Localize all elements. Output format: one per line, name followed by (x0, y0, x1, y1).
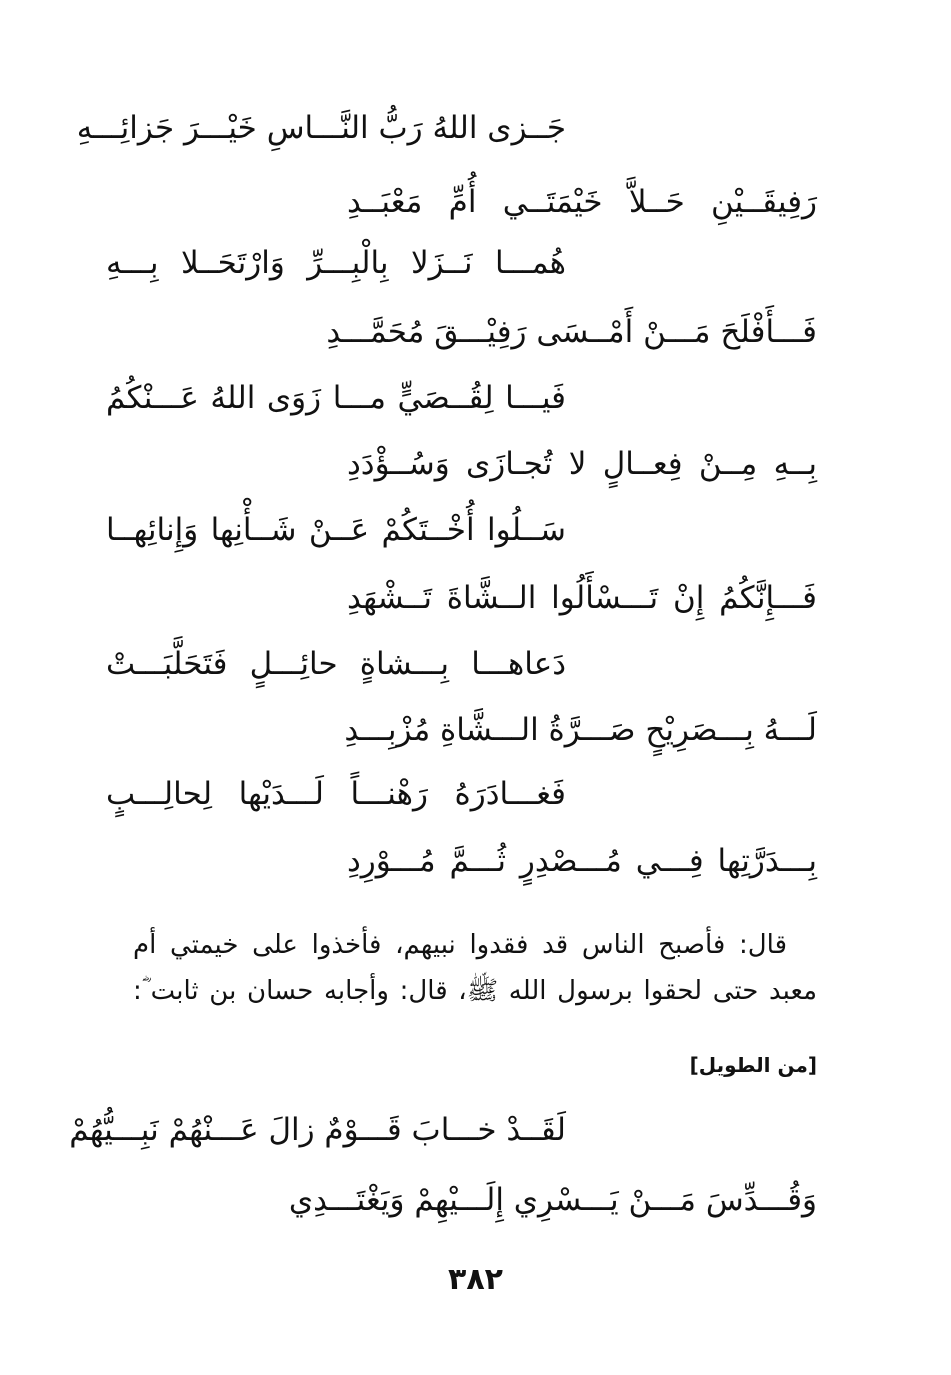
verse-line: جَــزى اللهُ رَبُّ النَّـــاسِ خَيْـــرَ جَزائِـــهِ (76, 110, 566, 146)
verse-line: هُمـــا نَــزَلا بِالْبِـــرِّ وَارْتَحَــلا بِـــهِ (106, 245, 566, 281)
verse-line: فَـــأَفْلَحَ مَـــنْ أَمْــسَى رَفِيْـــقَ مُحَمَّـــدِ (326, 314, 817, 350)
verse-line: لَـــهُ بِـــصَرِيْحٍ صَـــرَّةُ الـــشَّاةِ مُزْبِـــدِ (344, 712, 817, 748)
verse-line: فَـــإِنَّكُمُ إِنْ تَـــسْأَلُوا الــشَّاةَ تَــشْهَدِ (347, 580, 817, 616)
prose-line: قال: فأصبح الناس قد فقدوا نبيهم، فأخذوا على خيمتي أم (133, 930, 787, 960)
verse-line: رَفِيقَــيْنِ حَــلاَّ خَيْمَتَــي أُمِّ مَعْبَــدِ (347, 184, 817, 220)
meter-label: [من الطويل] (689, 1053, 817, 1077)
verse-line: بِــهِ مِــنْ فِعــالٍ لا تُجـازَى وَسُــؤْدَدِ (347, 446, 817, 482)
verse-line: لَقَــدْ خـــابَ قَـــوْمٌ زالَ عَـــنْهُمْ نَبِـــيُّهُمْ (69, 1112, 566, 1148)
prose-paragraph (133, 922, 817, 1014)
verse-line: بِـــدَرَّتِها فِـــي مُـــصْدِرٍ ثُـــمَّ مُـــوْرِدِ (347, 843, 817, 879)
verse-line: وَقُـــدِّسَ مَـــنْ يَـــسْرِي إِلَـــيْهِمْ وَيَغْتَـــدِي (288, 1182, 817, 1218)
verse-line: فَغـــادَرَهُ رَهْنـــاً لَـــدَيْها لِحالِـــبٍ (106, 776, 566, 812)
verse-line: سَــلُوا أُخْــتَكُمْ عَــنْ شَــأْنِها وَإِنائِهــا (106, 512, 566, 548)
prose-line: معبد حتى لحقوا برسول الله ﷺ، قال: وأجابه حسان بن ثابت ؓ: (133, 976, 817, 1006)
verse-line: دَعاهـــا بِـــشاةٍ حائِـــلٍ فَتَحَلَّبَـــتْ (106, 646, 566, 682)
verse-line: فَيـــا لِقُــصَيٍّ مـــا زَوَى اللهُ عَـــنْكُمُ (106, 380, 566, 416)
page-number: ٣٨٢ (448, 1262, 503, 1297)
